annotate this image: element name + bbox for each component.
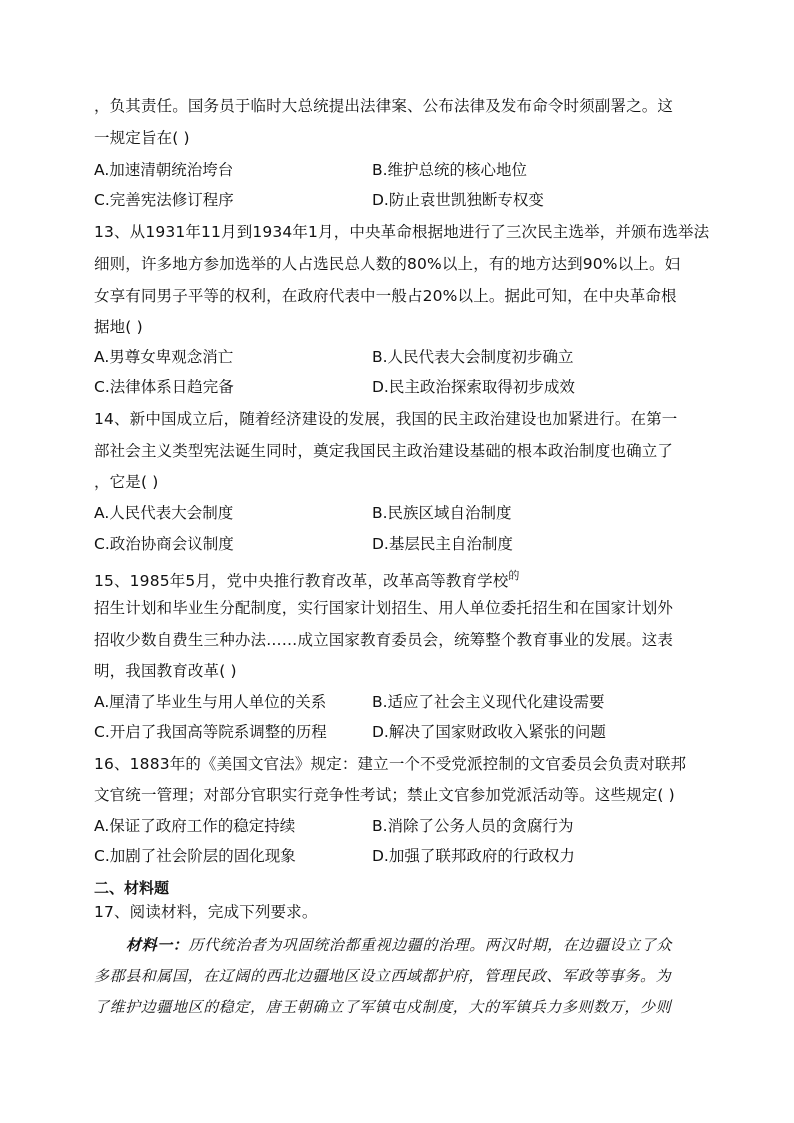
q16-options-row-2	[94, 846, 714, 866]
q13-line-1: 13、从1931年11月到1934年1月，中央革命根据地进行了三次民主选举，并颁布选举法	[94, 223, 710, 241]
q15-line-4: 明，我国教育改革( )	[94, 662, 237, 680]
q16-line-2: 文官统一管理；对部分官职实行竞争性考试；禁止文官参加党派活动等。这些规定( )	[94, 786, 675, 804]
q14-line-1: 14、新中国成立后，随着经济建设的发展，我国的民主政治建设也加紧进行。在第一	[94, 410, 678, 428]
q14-option-b[interactable]: B.民族区域自治制度	[372, 504, 512, 522]
q13-line-3: 女享有同男子平等的权利，在政府代表中一般占20%以上。据此可知，在中央革命根	[94, 287, 677, 305]
q13-option-d[interactable]: D.民主政治探索取得初步成效	[372, 378, 575, 396]
material-1-line-1	[126, 935, 672, 955]
q15-option-d[interactable]: D.解决了国家财政收入紧张的问题	[372, 723, 606, 741]
q15-option-b[interactable]: B.适应了社会主义现代化建设需要	[372, 693, 605, 711]
q16-line-1: 16、1883年的《美国文官法》规定：建立一个不受党派控制的文官委员会负责对联邦	[94, 755, 687, 773]
q16-option-a[interactable]: A.保证了政府工作的稳定持续	[94, 817, 296, 835]
q12-options-row-2	[94, 190, 714, 210]
material-1-line-2: 多郡县和属国，在辽阔的西北边疆地区设立西域都护府，管理民政、军政等事务。为	[94, 967, 672, 985]
q12-option-d[interactable]: D.防止袁世凯独断专权变	[372, 191, 544, 209]
q12-option-a[interactable]: A.加速清朝统治垮台	[94, 161, 234, 179]
q15-line-1-sup: 的	[508, 569, 520, 582]
q15-options-row-1	[94, 692, 714, 712]
q13-option-a[interactable]: A.男尊女卑观念消亡	[94, 348, 234, 366]
q16-option-d[interactable]: D.加强了联邦政府的行政权力	[372, 847, 575, 865]
q12-option-b[interactable]: B.维护总统的核心地位	[372, 161, 528, 179]
q13-option-c[interactable]: C.法律体系日趋完备	[94, 378, 234, 396]
q13-line-2: 细则，许多地方参加选举的人占选民总人数的80%以上，有的地方达到90%以上。妇	[94, 255, 681, 273]
material-1-label: 材料一：	[126, 936, 189, 954]
q13-option-b[interactable]: B.人民代表大会制度初步确立	[372, 348, 574, 366]
q14-options-row-1	[94, 503, 714, 523]
q14-line-2: 部社会主义类型宪法诞生同时，奠定我国民主政治建设基础的根本政治制度也确立了	[94, 442, 674, 460]
q12-option-c[interactable]: C.完善宪法修订程序	[94, 191, 234, 209]
q17-prompt: 17、阅读材料，完成下列要求。	[94, 903, 318, 921]
q14-options-row-2	[94, 534, 714, 554]
q13-options-row-2	[94, 377, 714, 397]
q14-line-3: ，它是( )	[94, 473, 159, 491]
section-heading: 二、材料题	[94, 879, 170, 897]
q12-line-1: ，负其责任。国务员于临时大总统提出法律案、公布法律及发布命令时须副署之。这	[94, 97, 674, 115]
material-1-line-1-text: 历代统治者为巩固统治都重视边疆的治理。两汉时期，在边疆设立了众	[188, 936, 673, 954]
q14-option-a[interactable]: A.人民代表大会制度	[94, 504, 234, 522]
q12-options-row-1	[94, 160, 714, 180]
q16-options-row-1	[94, 816, 714, 836]
q15-line-2: 招生计划和毕业生分配制度，实行国家计划招生、用人单位委托招生和在国家计划外	[94, 599, 674, 617]
q12-line-2: 一规定旨在( )	[94, 129, 190, 147]
q16-option-b[interactable]: B.消除了公务人员的贪腐行为	[372, 817, 574, 835]
q15-line-1	[94, 566, 520, 591]
q13-line-4: 据地( )	[94, 318, 143, 336]
q15-line-3: 招收少数自费生三种办法……成立国家教育委员会，统筹整个教育事业的发展。这表	[94, 631, 674, 649]
material-1-line-3: 了维护边疆地区的稳定，唐王朝确立了军镇屯戍制度，大的军镇兵力多则数万，少则	[94, 998, 672, 1016]
q16-option-c[interactable]: C.加剧了社会阶层的固化现象	[94, 847, 296, 865]
q13-options-row-1	[94, 347, 714, 367]
q15-option-c[interactable]: C.开启了我国高等院系调整的历程	[94, 723, 327, 741]
q15-line-1-text: 15、1985年5月，党中央推行教育改革，改革高等教育学校	[94, 572, 509, 590]
q15-option-a[interactable]: A.厘清了毕业生与用人单位的关系	[94, 693, 327, 711]
q14-option-d[interactable]: D.基层民主自治制度	[372, 535, 513, 553]
q15-options-row-2	[94, 722, 714, 742]
q14-option-c[interactable]: C.政治协商会议制度	[94, 535, 234, 553]
